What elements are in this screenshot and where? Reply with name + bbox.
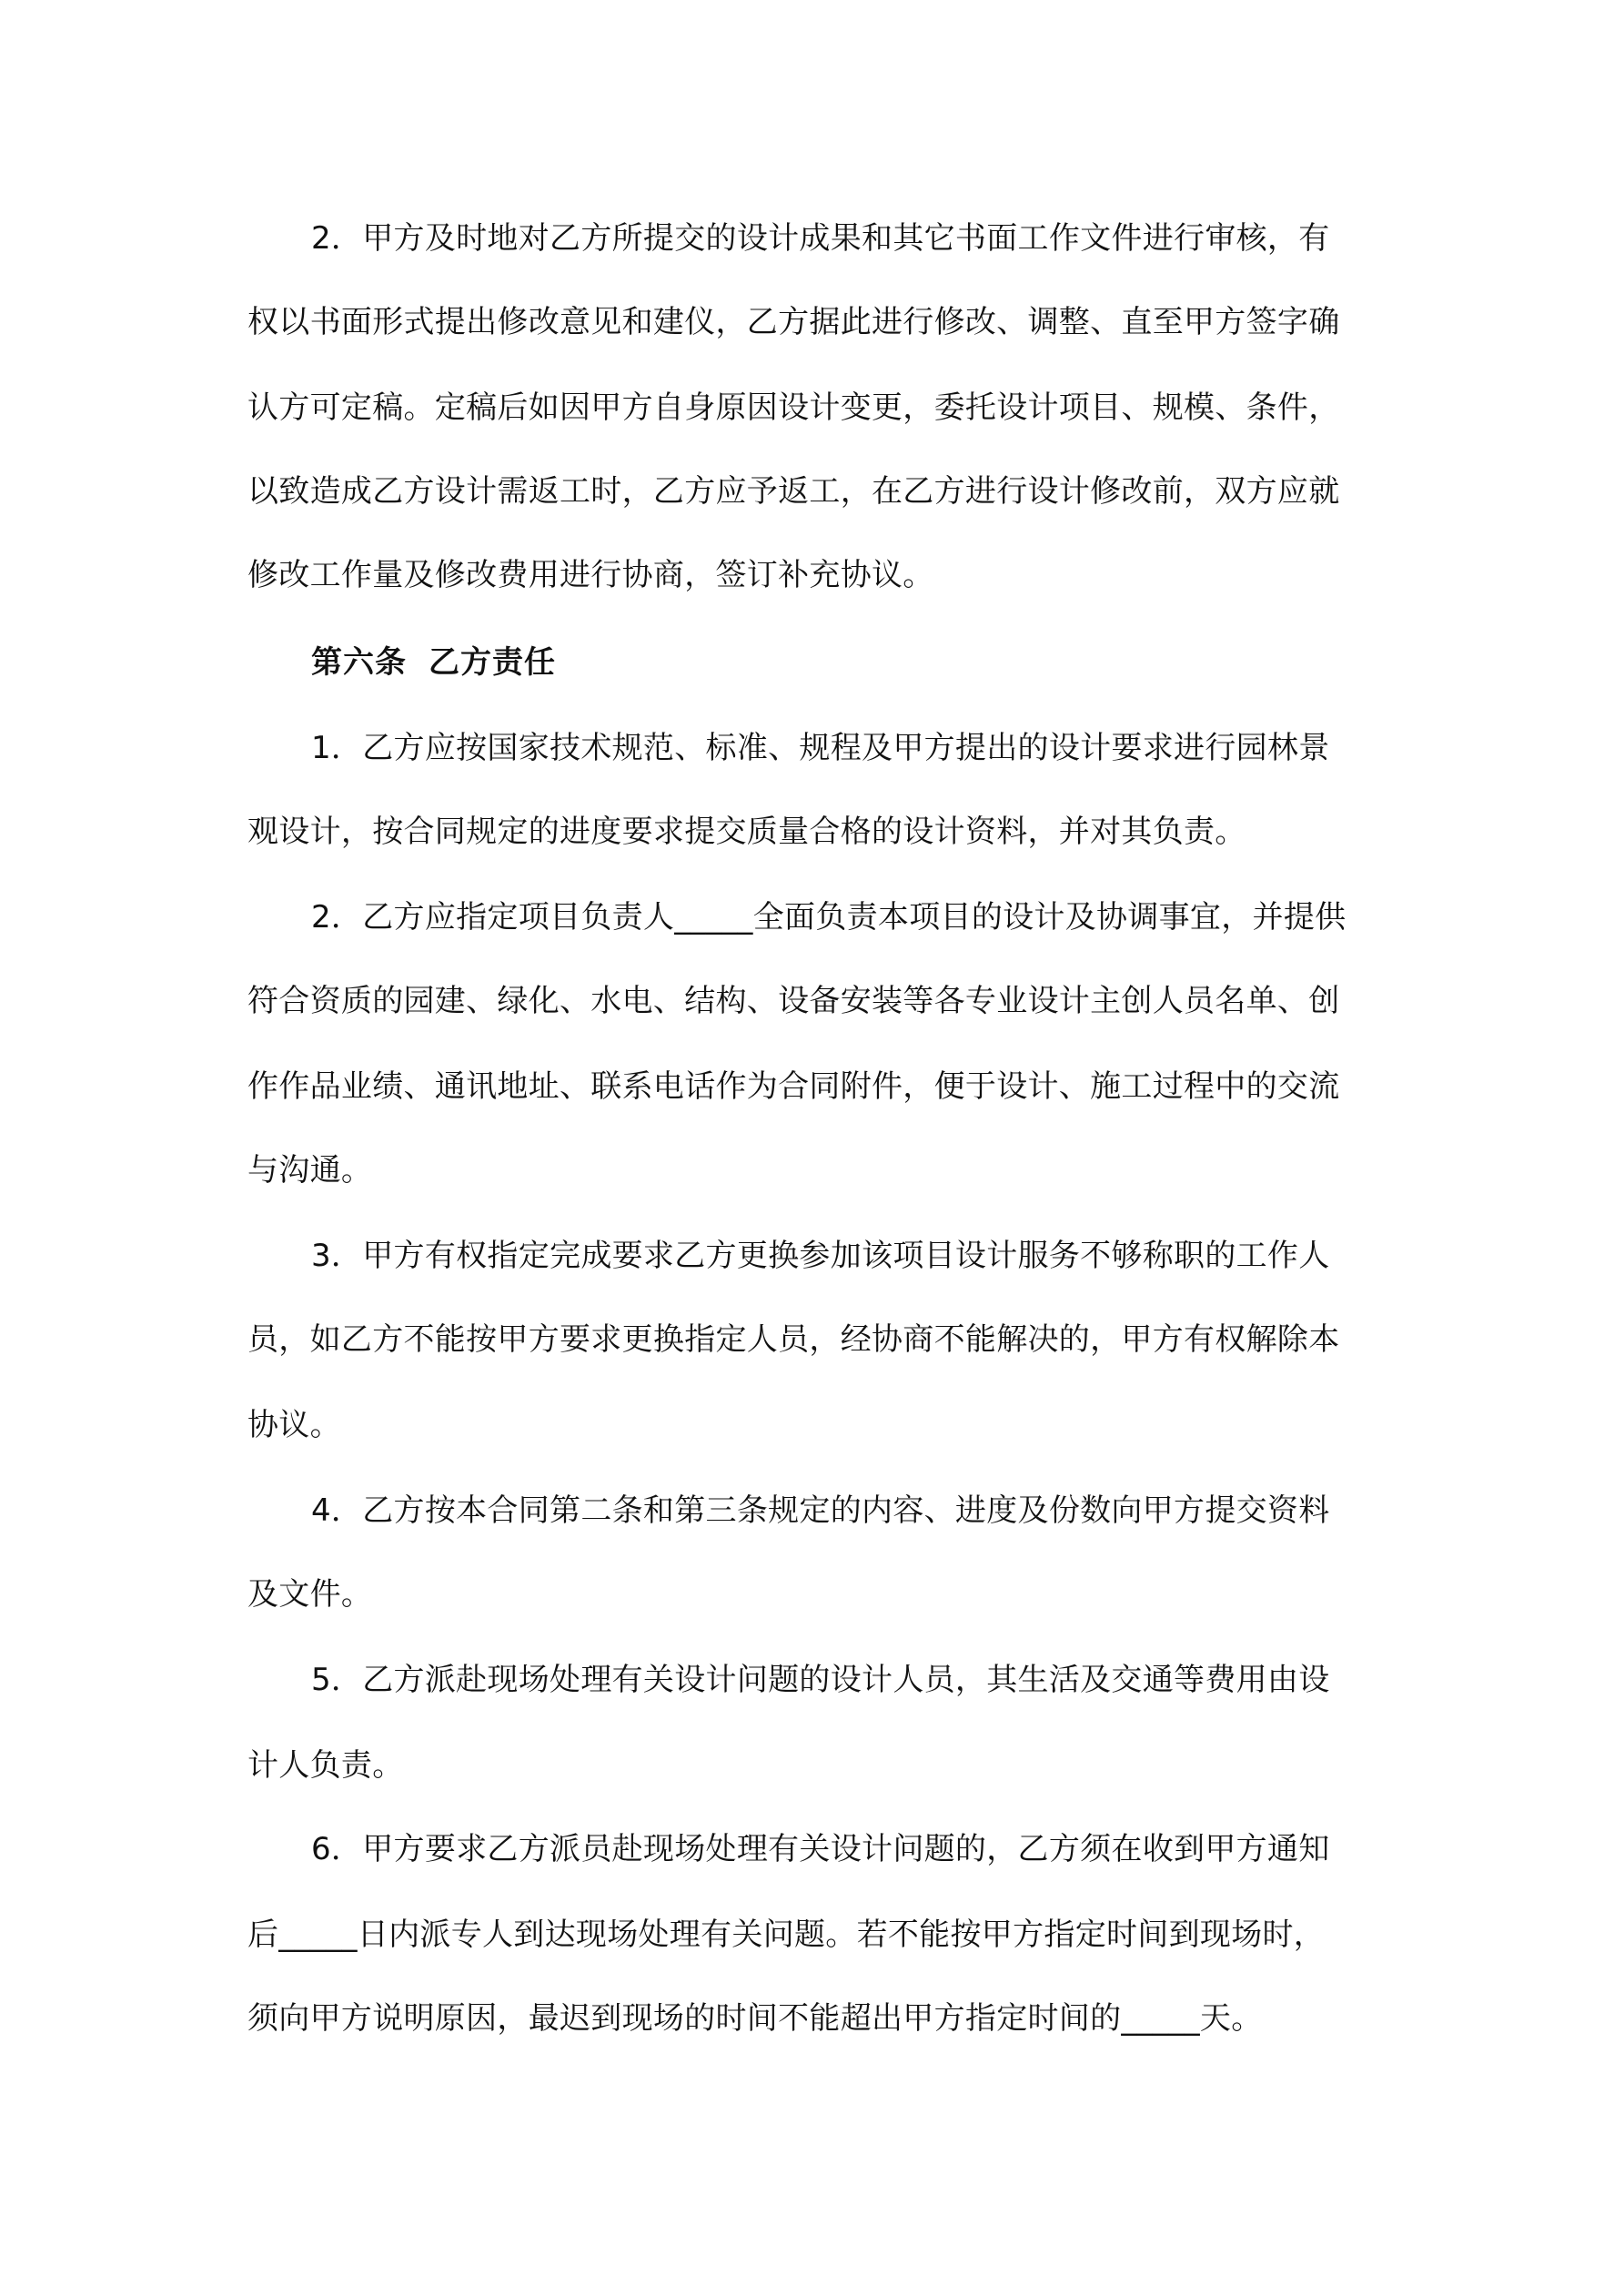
article-heading: [311, 644, 556, 681]
item-line: 作作品业绩、通讯地址、联系电话作为合同附件，便于设计、施工过程中的交流: [247, 1068, 1340, 1105]
paragraph-line: 认方可定稿。定稿后如因甲方自身原因设计变更，委托设计项目、规模、条件，: [247, 389, 1340, 426]
item-line: 4．乙方按本合同第二条和第三条规定的内容、进度及份数向甲方提交资料: [311, 1492, 1330, 1529]
paragraph-line: 以致造成乙方设计需返工时，乙方应予返工，在乙方进行设计修改前，双方应就: [247, 473, 1340, 510]
item-line: 员，如乙方不能按甲方要求更换指定人员，经协商不能解决的，甲方有权解除本: [247, 1321, 1340, 1358]
paragraph-line: 权以书面形式提出修改意见和建仪，乙方据此进行修改、调整、直至甲方签字确: [247, 304, 1340, 340]
item-line: 计人负责。: [247, 1747, 404, 1784]
item-line: 2．乙方应指定项目负责人_____全面负责本项目的设计及协调事宜，并提供: [311, 899, 1347, 936]
article-title: 乙方责任: [429, 644, 556, 681]
item-line: 后_____日内派专人到达现场处理有关问题。若不能按甲方指定时间到现场时，: [247, 1917, 1326, 1953]
item-line: 与沟通。: [247, 1152, 373, 1188]
paragraph-line: 2．甲方及时地对乙方所提交的设计成果和其它书面工作文件进行审核，有: [311, 220, 1330, 257]
item-line: 须向甲方说明原因，最迟到现场的时间不能超出甲方指定时间的_____天。: [247, 2000, 1263, 2037]
item-line: 6．甲方要求乙方派员赴现场处理有关设计问题的，乙方须在收到甲方通知: [311, 1831, 1330, 1867]
item-line: 1．乙方应按国家技术规范、标准、规程及甲方提出的设计要求进行园林景: [311, 730, 1330, 766]
item-line: 3．甲方有权指定完成要求乙方更换参加该项目设计服务不够称职的工作人: [311, 1238, 1330, 1274]
article-number: 第六条: [311, 644, 407, 681]
item-line: 协议。: [247, 1407, 341, 1443]
item-line: 5．乙方派赴现场处理有关设计问题的设计人员，其生活及交通等费用由设: [311, 1662, 1330, 1698]
item-line: 观设计，按合同规定的进度要求提交质量合格的设计资料，并对其负责。: [247, 814, 1246, 850]
paragraph-line: 修改工作量及修改费用进行协商，签订补充协议。: [247, 557, 934, 593]
item-line: 及文件。: [247, 1576, 373, 1613]
item-line: 符合资质的园建、绿化、水电、结构、设备安装等各专业设计主创人员名单、创: [247, 983, 1340, 1019]
